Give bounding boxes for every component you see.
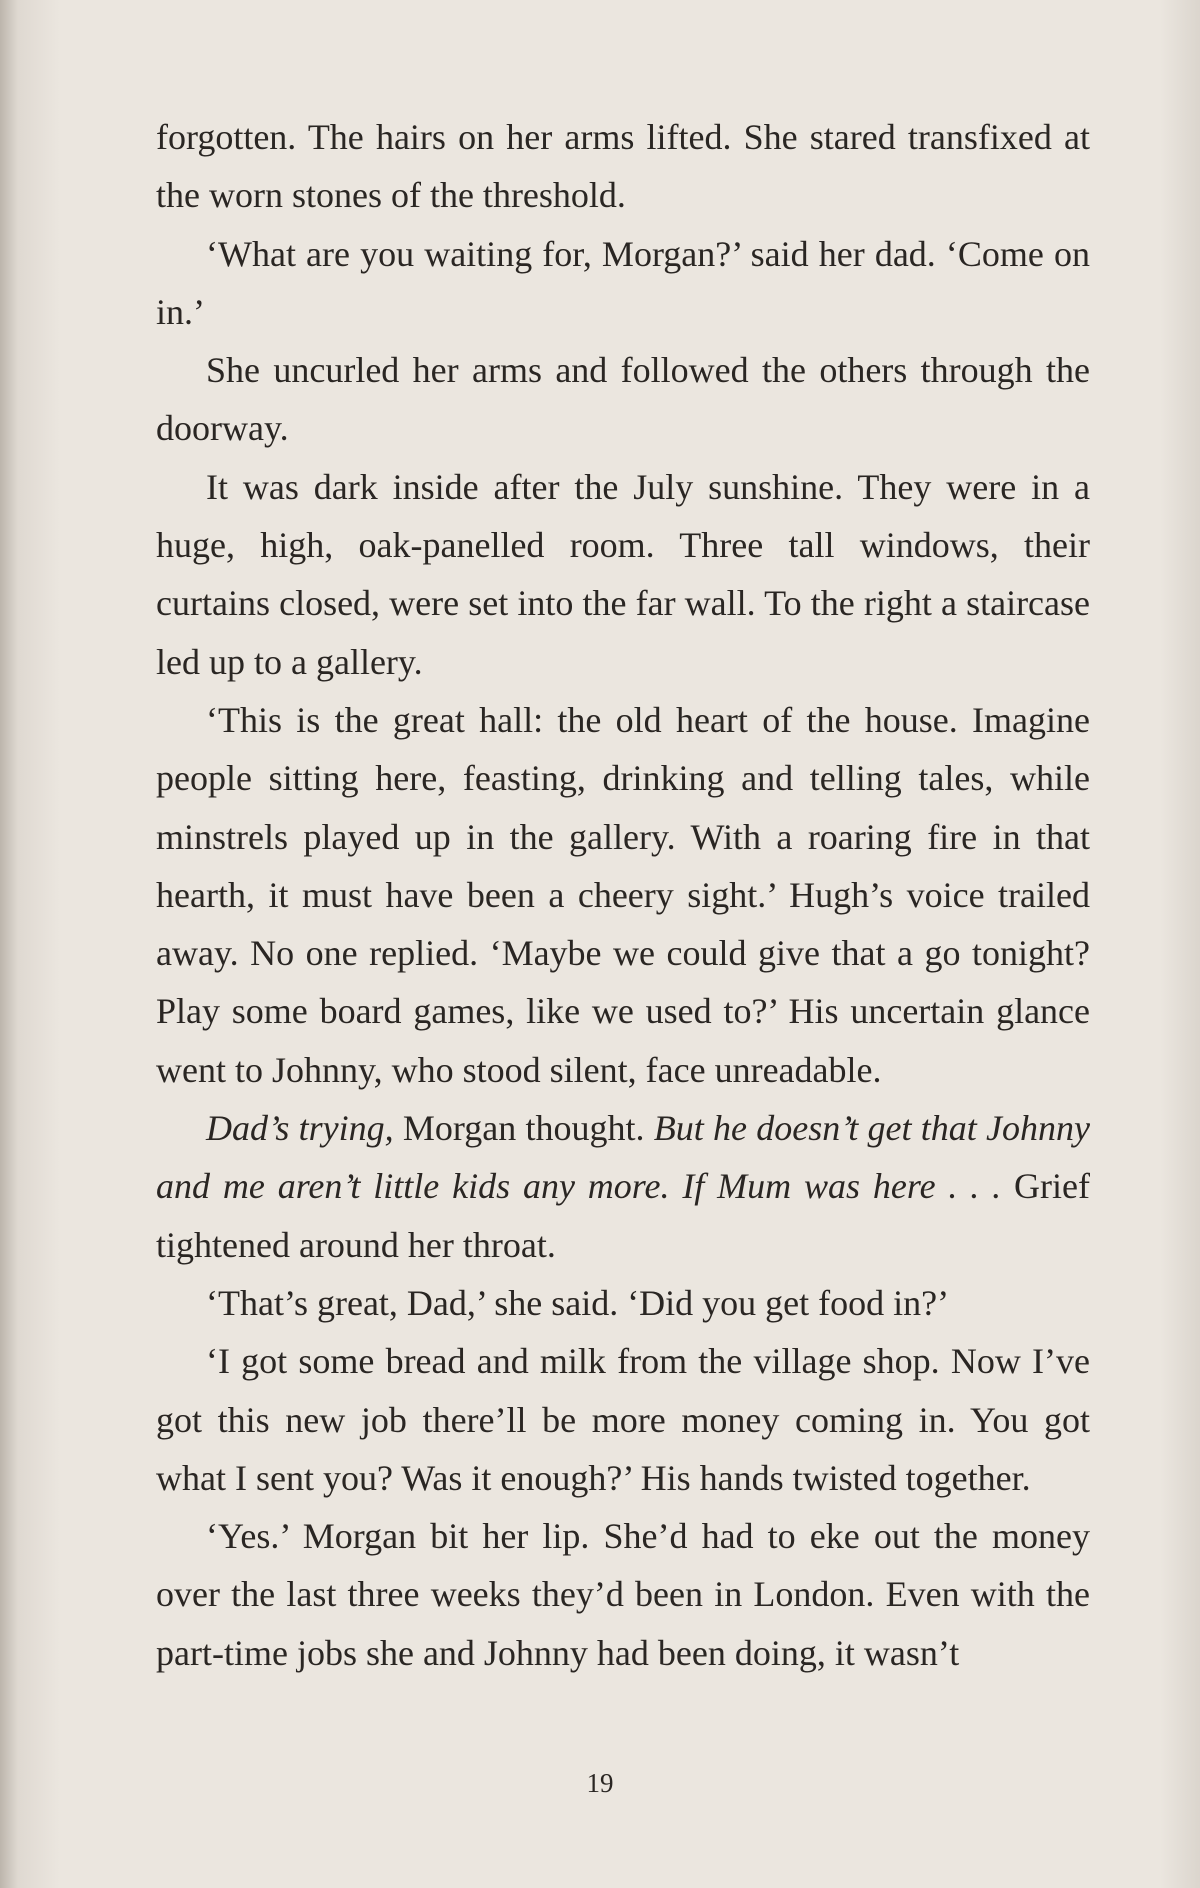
italic-text-run: But he doesn’t get that Johnny and me aren’t little kids any more. If Mum was here . . . <box>156 1108 1090 1207</box>
text-run: ‘What are you waiting for, Morgan?’ said her dad. ‘Come on in.’ <box>156 233 1090 332</box>
paragraph <box>156 108 1090 225</box>
paragraph <box>156 691 1090 1099</box>
text-run: Morgan thought. <box>393 1108 654 1149</box>
text-run: She uncurled her arms and followed the others through the doorway. <box>156 350 1090 449</box>
text-run: ‘I got some bread and milk from the village shop. Now I’ve got this new job there’ll be more money coming in. You got what I sent you? Was it enough?’ His hands twisted together. <box>156 1341 1090 1498</box>
paragraph <box>156 225 1090 342</box>
paragraph <box>156 1507 1090 1682</box>
text-run: Grief tightened around her throat. <box>156 1166 1090 1265</box>
text-run: ‘That’s great, Dad,’ she said. ‘Did you get food in?’ <box>206 1282 950 1323</box>
body-text <box>156 108 1090 1682</box>
page-number: 19 <box>586 1768 614 1798</box>
paragraph <box>156 341 1090 458</box>
italic-text-run: Dad’s trying, <box>206 1108 394 1149</box>
text-run: ‘This is the great hall: the old heart of the house. Imagine people sitting here, feasting, drinking and telling tales, while minstrels played up in the gallery. With a roaring fire in that hearth, it must have been a cheery sight.’ Hugh’s voice trailed away. No one replied. ‘Maybe we could give that a go tonight? Play some board games, like we used to?’ His uncertain glance went to Johnny, who stood silent, face unreadable. <box>156 699 1090 1090</box>
paragraph <box>156 458 1090 691</box>
paragraph <box>156 1099 1090 1274</box>
paragraph <box>156 1274 1090 1332</box>
text-run: forgotten. The hairs on her arms lifted. She stared transfixed at the worn stones of the threshold. <box>156 117 1090 216</box>
text-run: It was dark inside after the July sunshine. They were in a huge, high, oak-panelled room. Three tall windows, their curtains closed, were set into the far wall. To the right a staircase led up to a gallery. <box>156 466 1090 682</box>
paragraph <box>156 1332 1090 1507</box>
text-run: ‘Yes.’ Morgan bit her lip. She’d had to eke out the money over the last three weeks they’d been in London. Even with the part-time jobs she and Johnny had been doing, it wasn’t <box>156 1516 1090 1673</box>
